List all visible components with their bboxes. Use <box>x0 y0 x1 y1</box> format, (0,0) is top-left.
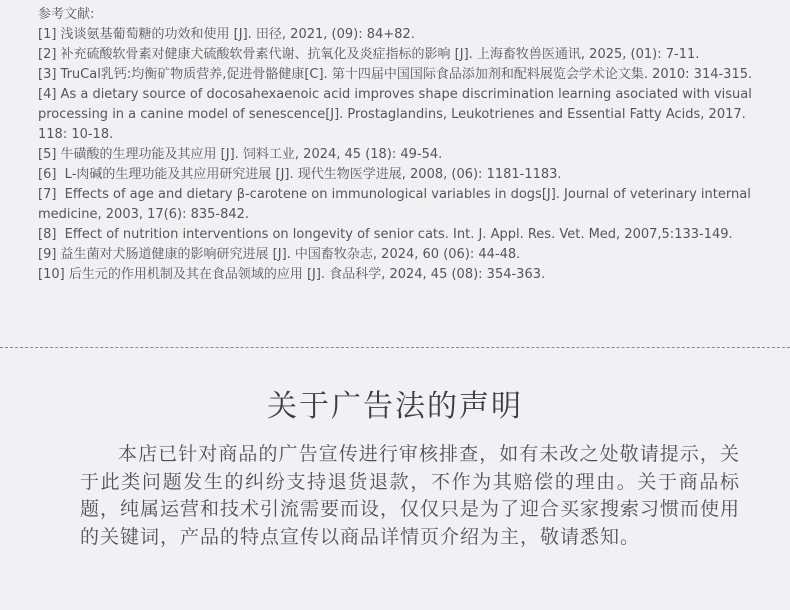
reference-item-3: [3] TruCal乳钙:均衡矿物质营养,促进骨骼健康[C]. 第十四届中国国际食品添加剂和配料展览会学术论文集. 2010: 314-315. <box>38 67 753 82</box>
reference-item-2: [2] 补充硫酸软骨素对健康犬硫酸软骨素代谢、抗氧化及炎症指标的影响 [J]. 上海畜牧兽医通讯, 2025, (01): 7-11. <box>38 47 700 62</box>
reference-item-7: [7] Effects of age and dietary β‑carotene on immunological variables in dogs[J]. Journal of veterinary internal medicine, 2003, 17(6): 835-842. <box>38 187 755 222</box>
reference-item-4: [4] As a dietary source of docosahexaenoic acid improves shape discrimination learning asociated with visual processing in a canine model of senescence[J]. Prostaglandins, Leukotrienes and Essential Fatty Acids, 2017. 118: 10-18. <box>38 87 756 142</box>
reference-item-9: [9] 益生菌对犬肠道健康的影响研究进展 [J]. 中国畜牧杂志, 2024, 60 (06): 44-48. <box>38 247 521 262</box>
reference-item-1: [1] 浅谈氨基葡萄糖的功效和使用 [J]. 田径, 2021, (09): 84+82. <box>38 27 415 42</box>
references-section <box>38 5 773 285</box>
reference-item-8: [8] Effect of nutrition interventions on longevity of senior cats. Int. J. Appl. Res. Vet. Med, 2007,5:133-149. <box>38 227 733 242</box>
statement-body: 本店已针对商品的广告宣传进行审核排查，如有未改之处敬请提示，关于此类问题发生的纠纷支持退货退款，不作为其赔偿的理由。关于商品标题，纯属运营和技术引流需要而设，仅仅只是为了迎合买家搜索习惯而使用的关键词，产品的特点宣传以商品详情页介绍为主，敬请悉知。 <box>80 443 741 548</box>
reference-item-5: [5] 牛磺酸的生理功能及其应用 [J]. 饲料工业, 2024, 45 (18): 49-54. <box>38 147 443 162</box>
statement-title: 关于广告法的声明 <box>267 389 523 424</box>
reference-item-10: [10] 后生元的作用机制及其在食品领域的应用 [J]. 食品科学, 2024, 45 (08): 354-363. <box>38 267 546 282</box>
references-heading: 参考文献: <box>38 7 95 22</box>
reference-item-6: [6] L-肉碱的生理功能及其应用研究进展 [J]. 现代生物医学进展, 2008, (06): 1181-1183. <box>38 167 562 182</box>
dashed-divider <box>0 347 790 348</box>
